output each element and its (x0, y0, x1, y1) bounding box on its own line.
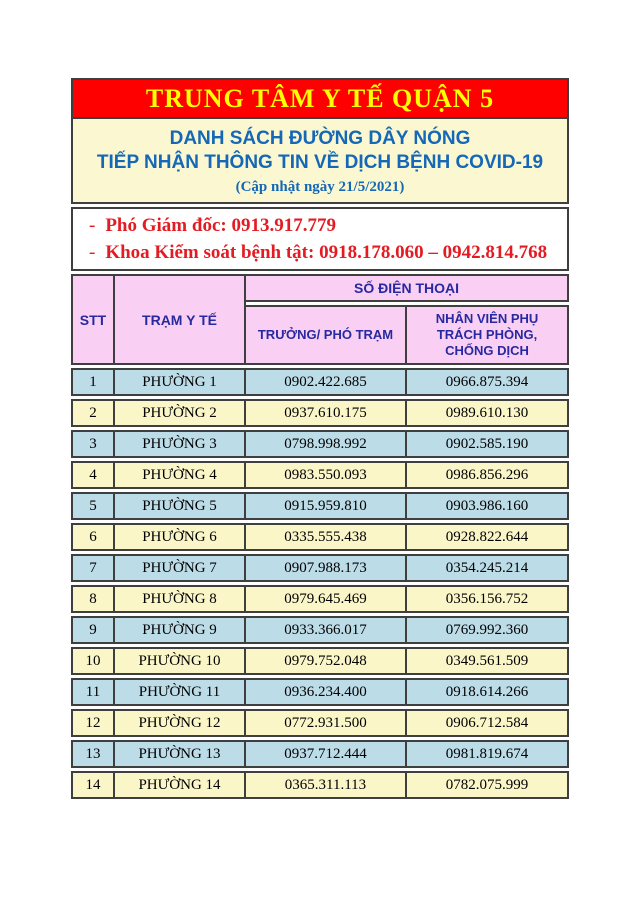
hotline-bullet: - (89, 214, 96, 236)
row-number-cell: 14 (71, 771, 115, 799)
row-number-cell: 12 (71, 709, 115, 737)
col-station-header: TRẠM Y TẾ (115, 274, 246, 365)
hotline-box (71, 207, 569, 271)
leader-phone-cell: 0335.555.438 (246, 523, 407, 551)
staff-phone-cell: 0966.875.394 (407, 368, 569, 396)
staff-phone-cell: 0356.156.752 (407, 585, 569, 613)
station-name-cell: PHƯỜNG 6 (115, 523, 246, 551)
station-name-cell: PHƯỜNG 7 (115, 554, 246, 582)
hotline-bullet: - (89, 241, 96, 263)
leader-phone-cell: 0983.550.093 (246, 461, 407, 489)
station-name-cell: PHƯỜNG 10 (115, 647, 246, 675)
staff-phone-cell: 0906.712.584 (407, 709, 569, 737)
table-header (71, 274, 569, 365)
org-title: TRUNG TÂM Y TẾ QUẬN 5 (145, 83, 495, 113)
station-name-cell: PHƯỜNG 11 (115, 678, 246, 706)
row-number-cell: 3 (71, 430, 115, 458)
phone-directory-table (71, 271, 569, 802)
station-row (71, 430, 569, 458)
row-number-cell: 13 (71, 740, 115, 768)
staff-phone-cell: 0981.819.674 (407, 740, 569, 768)
station-row (71, 368, 569, 396)
station-row (71, 647, 569, 675)
station-name-cell: PHƯỜNG 5 (115, 492, 246, 520)
station-name-cell: PHƯỜNG 3 (115, 430, 246, 458)
leader-phone-cell: 0798.998.992 (246, 430, 407, 458)
hotline-text: Khoa Kiểm soát bệnh tật: 0918.178.060 – 0942.814.768 (105, 241, 548, 263)
content-column (71, 0, 569, 802)
station-name-cell: PHƯỜNG 8 (115, 585, 246, 613)
hotline-item-disease-control (89, 242, 567, 264)
station-name-cell: PHƯỜNG 4 (115, 461, 246, 489)
station-name-cell: PHƯỜNG 13 (115, 740, 246, 768)
staff-phone-cell: 0918.614.266 (407, 678, 569, 706)
station-name-cell: PHƯỜNG 14 (115, 771, 246, 799)
row-number-cell: 10 (71, 647, 115, 675)
station-name-cell: PHƯỜNG 9 (115, 616, 246, 644)
leader-phone-cell: 0937.712.444 (246, 740, 407, 768)
station-row (71, 492, 569, 520)
leader-phone-cell: 0937.610.175 (246, 399, 407, 427)
staff-phone-cell: 0782.075.999 (407, 771, 569, 799)
station-name-cell: PHƯỜNG 2 (115, 399, 246, 427)
leader-phone-cell: 0979.645.469 (246, 585, 407, 613)
org-title-banner (71, 78, 569, 119)
station-name-cell: PHƯỜNG 12 (115, 709, 246, 737)
col-leader-phone-header: TRƯỞNG/ PHÓ TRẠM (246, 305, 407, 365)
station-row (71, 523, 569, 551)
station-row (71, 678, 569, 706)
station-row (71, 554, 569, 582)
leader-phone-cell: 0772.931.500 (246, 709, 407, 737)
hotline-list-title-line2: TIẾP NHẬN THÔNG TIN VỀ DỊCH BỆNH COVID-19 (96, 152, 544, 173)
leader-phone-cell: 0365.311.113 (246, 771, 407, 799)
staff-phone-cell: 0986.856.296 (407, 461, 569, 489)
staff-phone-cell: 0349.561.509 (407, 647, 569, 675)
row-number-cell: 6 (71, 523, 115, 551)
station-row (71, 616, 569, 644)
row-number-cell: 4 (71, 461, 115, 489)
update-date-note: (Cập nhật ngày 21/5/2021) (235, 179, 405, 195)
row-number-cell: 8 (71, 585, 115, 613)
station-row (71, 461, 569, 489)
leader-phone-cell: 0907.988.173 (246, 554, 407, 582)
station-row (71, 399, 569, 427)
station-row (71, 740, 569, 768)
row-number-cell: 11 (71, 678, 115, 706)
staff-phone-cell: 0902.585.190 (407, 430, 569, 458)
phone-group-header: SỐ ĐIỆN THOẠI (246, 274, 569, 302)
staff-phone-cell: 0769.992.360 (407, 616, 569, 644)
staff-phone-cell: 0928.822.644 (407, 523, 569, 551)
leader-phone-cell: 0979.752.048 (246, 647, 407, 675)
leader-phone-cell: 0915.959.810 (246, 492, 407, 520)
staff-phone-cell: 0903.986.160 (407, 492, 569, 520)
hotline-list-title-line1: DANH SÁCH ĐƯỜNG DÂY NÓNG (169, 128, 471, 149)
station-name-cell: PHƯỜNG 1 (115, 368, 246, 396)
row-number-cell: 9 (71, 616, 115, 644)
station-row (71, 771, 569, 799)
row-number-cell: 5 (71, 492, 115, 520)
col-stt-header: STT (71, 274, 115, 365)
leader-phone-cell: 0936.234.400 (246, 678, 407, 706)
station-row (71, 709, 569, 737)
row-number-cell: 2 (71, 399, 115, 427)
hotline-text: Phó Giám đốc: 0913.917.779 (105, 214, 336, 236)
row-number-cell: 7 (71, 554, 115, 582)
leader-phone-cell: 0933.366.017 (246, 616, 407, 644)
col-staff-phone-header: NHÂN VIÊN PHỤ TRÁCH PHÒNG, CHỐNG DỊCH (407, 305, 569, 365)
station-row (71, 585, 569, 613)
hotline-item-deputy-director (89, 215, 567, 237)
staff-phone-cell: 0354.245.214 (407, 554, 569, 582)
row-number-cell: 1 (71, 368, 115, 396)
station-table-body (71, 368, 569, 799)
subtitle-box (71, 119, 569, 204)
staff-phone-cell: 0989.610.130 (407, 399, 569, 427)
leader-phone-cell: 0902.422.685 (246, 368, 407, 396)
